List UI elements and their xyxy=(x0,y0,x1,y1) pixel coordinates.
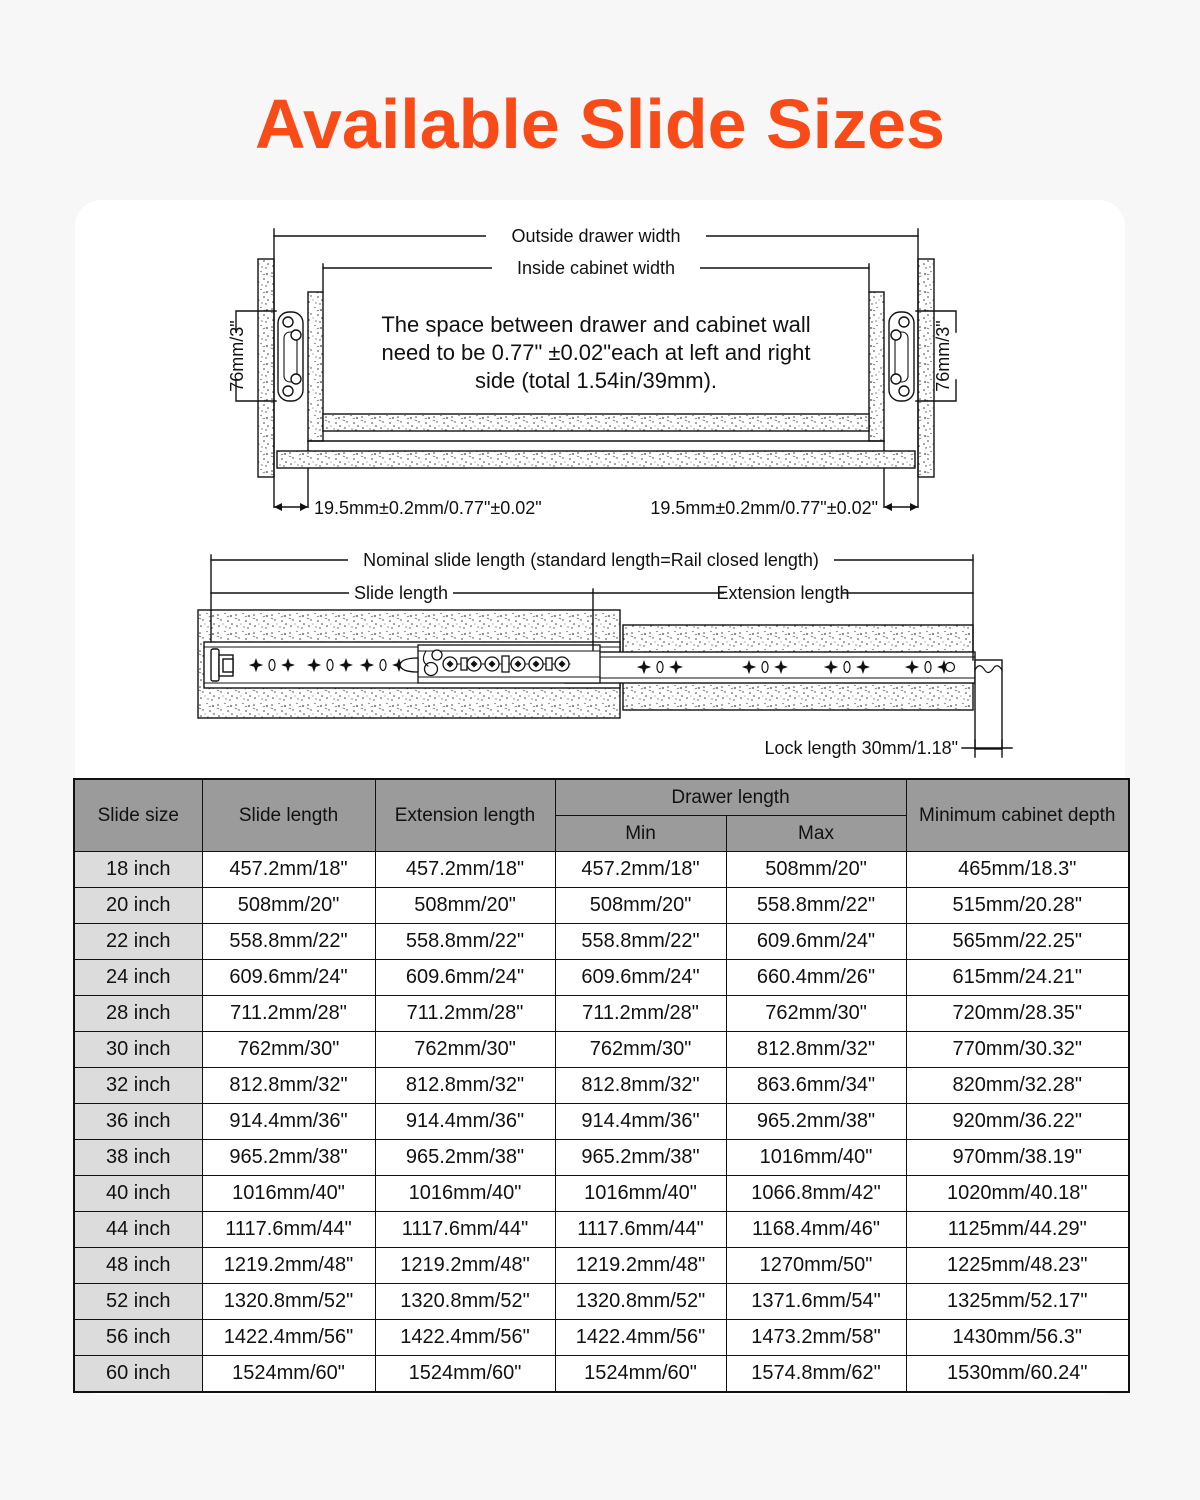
value-cell: 609.6mm/24" xyxy=(375,960,555,996)
table-row xyxy=(74,1320,1129,1356)
row-label-cell: 22 inch xyxy=(74,924,202,960)
value-cell: 1325mm/52.17" xyxy=(906,1284,1129,1320)
rail-end-break xyxy=(975,660,1002,749)
table-row xyxy=(74,924,1129,960)
value-cell: 1225mm/48.23" xyxy=(906,1248,1129,1284)
value-cell: 609.6mm/24" xyxy=(555,960,726,996)
row-label-cell: 56 inch xyxy=(74,1320,202,1356)
page-title: Available Slide Sizes xyxy=(255,85,945,163)
value-cell: 720mm/28.35" xyxy=(906,996,1129,1032)
value-cell: 914.4mm/36" xyxy=(375,1104,555,1140)
value-cell: 812.8mm/32" xyxy=(726,1032,906,1068)
table-row xyxy=(74,960,1129,996)
value-cell: 770mm/30.32" xyxy=(906,1032,1129,1068)
value-cell: 762mm/30" xyxy=(202,1032,375,1068)
value-cell: 920mm/36.22" xyxy=(906,1104,1129,1140)
header-drawer-length-group: Drawer length xyxy=(555,779,906,816)
value-cell: 1430mm/56.3" xyxy=(906,1320,1129,1356)
spacing-note-line3: side (total 1.54in/39mm). xyxy=(474,368,718,393)
value-cell: 914.4mm/36" xyxy=(555,1104,726,1140)
row-label-cell: 24 inch xyxy=(74,960,202,996)
value-cell: 1020mm/40.18" xyxy=(906,1176,1129,1212)
value-cell: 1422.4mm/56" xyxy=(375,1320,555,1356)
value-cell: 1524mm/60" xyxy=(375,1356,555,1393)
row-label-cell: 32 inch xyxy=(74,1068,202,1104)
row-label-cell: 44 inch xyxy=(74,1212,202,1248)
row-label-cell: 18 inch xyxy=(74,852,202,888)
value-cell: 762mm/30" xyxy=(555,1032,726,1068)
value-cell: 1066.8mm/42" xyxy=(726,1176,906,1212)
value-cell: 812.8mm/32" xyxy=(375,1068,555,1104)
header-slide-size: Slide size xyxy=(74,779,202,852)
value-cell: 508mm/20" xyxy=(726,852,906,888)
slide-diagrams xyxy=(0,200,1200,778)
value-cell: 457.2mm/18" xyxy=(202,852,375,888)
value-cell: 812.8mm/32" xyxy=(555,1068,726,1104)
table-row xyxy=(74,1248,1129,1284)
header-min-cabinet-depth: Minimum cabinet depth xyxy=(906,779,1129,852)
value-cell: 762mm/30" xyxy=(726,996,906,1032)
extension-length-label: Extension length xyxy=(716,583,850,603)
value-cell: 1117.6mm/44" xyxy=(202,1212,375,1248)
header-extension-length: Extension length xyxy=(375,779,555,852)
table-header xyxy=(74,779,1129,852)
value-cell: 1016mm/40" xyxy=(375,1176,555,1212)
table-row xyxy=(74,996,1129,1032)
left-rail-height-label: 76mm/3" xyxy=(227,320,247,392)
slide-sizes-table xyxy=(73,778,1130,1393)
header-drawer-max: Max xyxy=(726,816,906,852)
value-cell: 508mm/20" xyxy=(202,888,375,924)
nominal-length-label: Nominal slide length (standard length=Rail closed length) xyxy=(363,550,819,570)
value-cell: 508mm/20" xyxy=(375,888,555,924)
value-cell: 1117.6mm/44" xyxy=(555,1212,726,1248)
header-drawer-min: Min xyxy=(555,816,726,852)
right-rail-height-label: 76mm/3" xyxy=(933,320,953,392)
value-cell: 515mm/20.28" xyxy=(906,888,1129,924)
row-label-cell: 28 inch xyxy=(74,996,202,1032)
row-label-cell: 30 inch xyxy=(74,1032,202,1068)
table-row xyxy=(74,1284,1129,1320)
value-cell: 1168.4mm/46" xyxy=(726,1212,906,1248)
row-label-cell: 36 inch xyxy=(74,1104,202,1140)
spacing-note xyxy=(381,312,810,393)
value-cell: 508mm/20" xyxy=(555,888,726,924)
value-cell: 1320.8mm/52" xyxy=(555,1284,726,1320)
value-cell: 1016mm/40" xyxy=(202,1176,375,1212)
value-cell: 711.2mm/28" xyxy=(375,996,555,1032)
table-row xyxy=(74,1104,1129,1140)
table-row xyxy=(74,1140,1129,1176)
row-label-cell: 38 inch xyxy=(74,1140,202,1176)
value-cell: 820mm/32.28" xyxy=(906,1068,1129,1104)
lock-length-label: Lock length 30mm/1.18" xyxy=(764,738,958,758)
table-row xyxy=(74,1356,1129,1393)
value-cell: 711.2mm/28" xyxy=(202,996,375,1032)
outside-drawer-width-label: Outside drawer width xyxy=(511,226,681,246)
row-label-cell: 52 inch xyxy=(74,1284,202,1320)
value-cell: 1219.2mm/48" xyxy=(375,1248,555,1284)
drawer-width-diagram xyxy=(227,226,956,518)
value-cell: 1320.8mm/52" xyxy=(375,1284,555,1320)
table-row xyxy=(74,1212,1129,1248)
value-cell: 1117.6mm/44" xyxy=(375,1212,555,1248)
value-cell: 1473.2mm/58" xyxy=(726,1320,906,1356)
spacing-note-line1: The space between drawer and cabinet wall xyxy=(381,312,811,337)
table-row xyxy=(74,1176,1129,1212)
row-label-cell: 48 inch xyxy=(74,1248,202,1284)
value-cell: 1530mm/60.24" xyxy=(906,1356,1129,1393)
value-cell: 812.8mm/32" xyxy=(202,1068,375,1104)
value-cell: 863.6mm/34" xyxy=(726,1068,906,1104)
value-cell: 609.6mm/24" xyxy=(726,924,906,960)
value-cell: 965.2mm/38" xyxy=(555,1140,726,1176)
table-body xyxy=(74,852,1129,1393)
inside-cabinet-width-label: Inside cabinet width xyxy=(516,258,676,278)
left-gap-label: 19.5mm±0.2mm/0.77"±0.02" xyxy=(314,498,542,518)
value-cell: 565mm/22.25" xyxy=(906,924,1129,960)
value-cell: 970mm/38.19" xyxy=(906,1140,1129,1176)
table-row xyxy=(74,1068,1129,1104)
value-cell: 1270mm/50" xyxy=(726,1248,906,1284)
value-cell: 660.4mm/26" xyxy=(726,960,906,996)
value-cell: 1574.8mm/62" xyxy=(726,1356,906,1393)
value-cell: 615mm/24.21" xyxy=(906,960,1129,996)
slide-length-diagram xyxy=(198,550,1012,758)
value-cell: 558.8mm/22" xyxy=(726,888,906,924)
value-cell: 914.4mm/36" xyxy=(202,1104,375,1140)
row-label-cell: 60 inch xyxy=(74,1356,202,1393)
value-cell: 762mm/30" xyxy=(375,1032,555,1068)
right-gap-label: 19.5mm±0.2mm/0.77"±0.02" xyxy=(650,498,878,518)
row-label-cell: 20 inch xyxy=(74,888,202,924)
value-cell: 457.2mm/18" xyxy=(555,852,726,888)
value-cell: 457.2mm/18" xyxy=(375,852,555,888)
middle-rail-mechanism xyxy=(400,645,600,683)
value-cell: 1371.6mm/54" xyxy=(726,1284,906,1320)
value-cell: 1320.8mm/52" xyxy=(202,1284,375,1320)
value-cell: 558.8mm/22" xyxy=(375,924,555,960)
table-row xyxy=(74,888,1129,924)
value-cell: 1125mm/44.29" xyxy=(906,1212,1129,1248)
value-cell: 558.8mm/22" xyxy=(202,924,375,960)
table-row xyxy=(74,1032,1129,1068)
row-label-cell: 40 inch xyxy=(74,1176,202,1212)
value-cell: 965.2mm/38" xyxy=(375,1140,555,1176)
value-cell: 1016mm/40" xyxy=(555,1176,726,1212)
spacing-note-line2: need to be 0.77" ±0.02"each at left and right xyxy=(381,340,811,365)
value-cell: 965.2mm/38" xyxy=(202,1140,375,1176)
value-cell: 1219.2mm/48" xyxy=(555,1248,726,1284)
value-cell: 558.8mm/22" xyxy=(555,924,726,960)
value-cell: 1422.4mm/56" xyxy=(202,1320,375,1356)
value-cell: 965.2mm/38" xyxy=(726,1104,906,1140)
value-cell: 1524mm/60" xyxy=(202,1356,375,1393)
value-cell: 609.6mm/24" xyxy=(202,960,375,996)
value-cell: 1016mm/40" xyxy=(726,1140,906,1176)
value-cell: 465mm/18.3" xyxy=(906,852,1129,888)
value-cell: 1219.2mm/48" xyxy=(202,1248,375,1284)
header-slide-length: Slide length xyxy=(202,779,375,852)
value-cell: 711.2mm/28" xyxy=(555,996,726,1032)
table-row xyxy=(74,852,1129,888)
slide-length-label: Slide length xyxy=(353,583,449,603)
value-cell: 1524mm/60" xyxy=(555,1356,726,1393)
value-cell: 1422.4mm/56" xyxy=(555,1320,726,1356)
